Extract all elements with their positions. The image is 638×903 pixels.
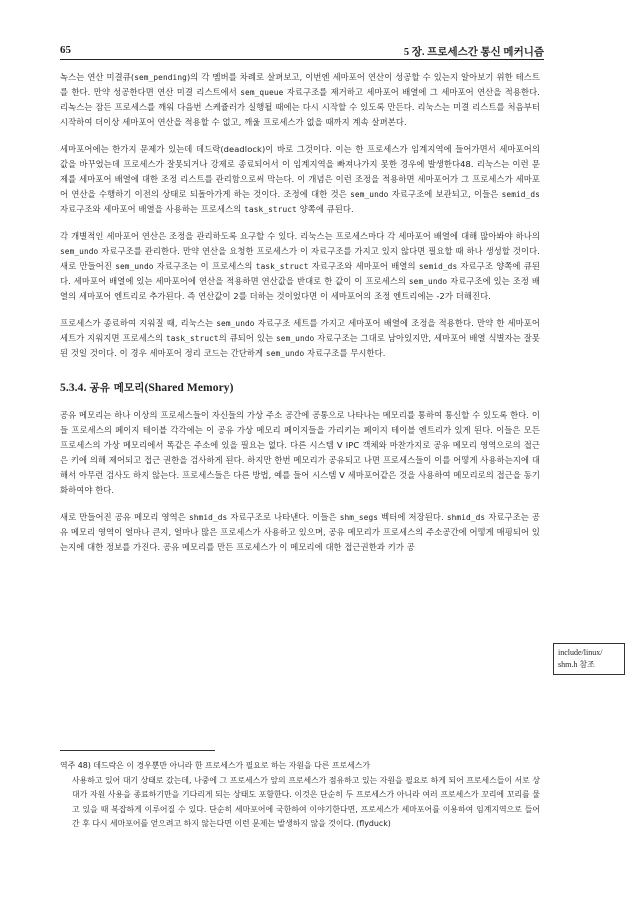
code-term: shmid_ds [188,513,228,522]
code-term: shm_segs [339,513,379,522]
footnote-first-line: 역주 48) 데드락은 이 경우뿐만 아니라 한 프로세스가 필요로 하는 자원을 다른 프로세스가 [60,761,371,770]
code-term: sem_undo [60,247,99,256]
code-term: semid_ds [418,262,458,271]
code-term: sem_queue [240,88,284,97]
paragraph: 새로 만들어진 공유 메모리 영역은 shmid_ds 자료구조로 나타낸다. 이들은 shm_segs 벡터에 저장된다. shmid_ds 자료구조는 공유 메모리 영역이 얼마나 큰지, 얼마나 많은 프로세스가 사용하고 있으며, 공유 메모리가 프로세스의 주소공간에 어떻게 매핑되어 있는지에 대한 정보를 가진다. 공유 메모리를 만든 프로세스가 이 메모리에 대한 접근권한과 키가 공 [60,512,540,552]
code-term: shmid_ds [446,513,486,522]
section-heading: 5.3.4. 공유 메모리(Shared Memory) [60,382,234,394]
code-term: sem_undo [350,190,389,199]
code-term: task_struct [255,262,309,271]
code-term: sem_undo [408,277,448,286]
code-term: task_struct [244,205,297,214]
paragraph: 녹스는 연산 미결큐(sem_pending)의 각 멤버를 차례로 살펴보고, 이번엔 세마포어 연산이 성공할 수 있는지 알아보기 위한 테스트를 한다. 만약 성공한다면 연산 미결 리스트에서 sem_queue 자료구조를 제거하고 세마포어 배열에 그 세마포어 연산을 적용한다. 리녹스는 잠든 프로세스를 깨워 다음번 스케쥴러가 실행될 때에는 다시 시작할 수 있도록 만든다. 리눅스는 미결 리스트를 처음부터 시작하여 더이상 세마포어 연산을 적용할 수 없고, 깨울 프로세스가 없을 때까지 계속 살펴본다. [60,72,540,127]
code-term: sem_undo [115,262,154,271]
body-text [60,70,540,567]
footnote [60,759,540,832]
code-term: sem_undo [276,334,315,343]
header-rule [60,59,544,60]
paragraph: 프로세스가 종료하여 지워질 때, 리눅스는 sem_undo 자료구조 세트를 가지고 세마포어 배열에 조정을 적용한다. 만약 한 세마포어 세트가 지워지면 프로세스의 task_struct의 큐되어 있는 sem_undo 자료구조는 그대로 남아있지만, 세마포어 배열 식별자는 잘못된 것일 것이다. 이 경우 세마포어 정리 코드는 간단하게 sem_undo 자료구조를 무시한다. [60,318,540,358]
code-term: semid_ds [501,190,540,199]
code-term: sem_undo [216,319,255,328]
paragraph: 세마포어에는 한가지 문제가 있는데 데드락(deadlock)이 바로 그것이다. 이는 한 프로세스가 임계지역에 들어가면서 세마포어의 값을 바꾸었는데 프로세스가 잘못되거나 강제로 종료되어서 이 임계지역을 빠져나가지 못한 경우에 발생한다48. 리눅스는 이런 문제를 세마포어 배열에 대한 조정 리스트를 관리함으로써 막는다. 이 개념은 이런 조정을 적용하면 세마포어가 그 프로세스가 세마포어 연산을 수행하기 이전의 상태로 되돌아가게 하는 것이다. 조정에 대한 것은 sem_undo 자료구조에 보관되고, 이들은 semid_ds 자료구조와 세마포어 배열을 사용하는 프로세스의 task_struct 양쪽에 큐된다. [60,144,540,214]
footnote-rule [60,750,215,751]
paragraph: 각 개별적인 세마포어 연산은 조정을 관리하도록 요구할 수 있다. 리눅스는 프로세스마다 각 세마포어 배열에 대해 많아봐야 하나의 sem_undo 자료구조를 관리한다. 만약 연산을 요청한 프로세스가 이 자료구조를 가지고 있지 않다면 필요할 때 하나 생성할 것이다. 새로 만들어진 sem_undo 자료구조는 이 프로세스의 task_struct 자료구조와 세마포어 배열의 semid_ds 자료구조 양쪽에 큐된다. 세마포어 배열에 있는 세마포어에 연산을 적용하면 연산값을 반대로 한 값이 이 프로세스의 sem_undo 자료구조에 있는 조정 배열의 세마포어 엔트리로 추가된다. 즉 연산값이 2를 더하는 것이었다면 이 세마포어의 조정 엔트리에는 -2가 더해진다. [60,231,541,301]
footnote-body: 사용하고 있어 대기 상태로 갔는데, 나중에 그 프로세스가 앞의 프로세스가 점유하고 있는 자원을 필요로 하게 되어 프로세스들이 서로 상대가 자원 사용을 종료하기만을 기다리게 되는 상태도 포함한다. 이것은 단순히 두 프로세스가 아니라 여러 프로세스가 꼬리에 꼬리를 물고 있을 때 복잡하게 이루어질 수 있다. 단순히 세마포어에 국한하여 이야기한다면, 프로세스가 세마포어를 이용하여 임계지역으로 들어간 후 다시 세마포어를 얻으려고 하지 않는다면 이런 문제는 발생하지 않을 것이다. (flyduck) [72,775,540,828]
code-term: sem_undo [265,349,305,358]
page-number: 65 [60,44,71,56]
paragraph: 공유 메모리는 하나 이상의 프로세스들이 자신들의 가상 주소 공간에 공통으로 나타나는 메모리를 통하여 통신할 수 있도록 한다. 이들 프로세스의 페이지 테이블 각각에는 이 공유 가상 메모리 페이지들을 가리키는 페이지 테이블 엔트리가 있게 된다. 이들은 모든 프로세스의 가상 메모리에서 똑같은 주소에 있을 필요는 없다. 다른 시스템 V IPC 객체와 마찬가지로 공유 메모리 영역으로의 접근은 키에 의해 제어되고 접근 권한을 검사하게 된다. 하지만 한번 메모리가 공유되고 나면 프로세스들이 이를 어떻게 사용하는지에 대해서 아무런 검사도 하지 않는다. 프로세스들은 다른 방법, 예를 들어 시스템 V 세마포어같은 것을 사용하여 메모리로의 접근을 동기화하여야 한다. [60,410,540,495]
margin-note: include/linux/ shm.h 참조 [553,643,625,675]
code-term: sem_pending [134,73,187,82]
running-title: 5 장. 프로세스간 통신 메커니즘 [403,47,544,58]
code-term: task_struct [165,334,219,343]
